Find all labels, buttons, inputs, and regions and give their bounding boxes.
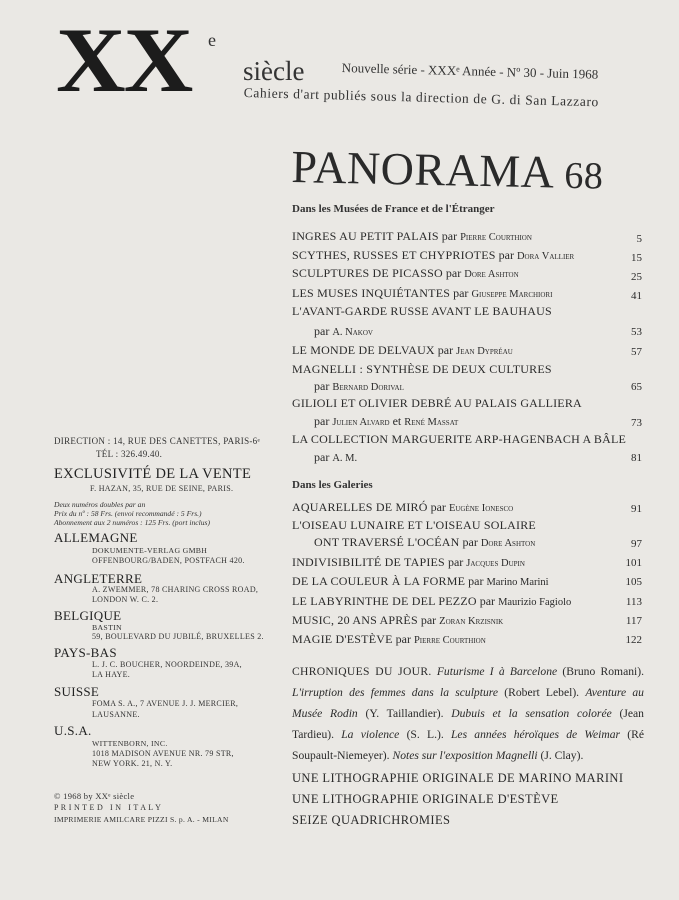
toc-entry: LA COLLECTION MARGUERITE ARP-HAGENBACH A BÂLE: [292, 432, 627, 446]
masthead-direction-line: Cahiers d'art publiés sous la direction de G. di San Lazzaro: [243, 85, 600, 110]
toc-entry: MAGIE D'ESTÈVE par Pierre Courthion 122: [292, 632, 642, 646]
page-number: 117: [625, 615, 642, 627]
toc-entry-cont: par A. Nakov 53: [314, 324, 642, 338]
toc-entry: LE LABYRINTHE DE DEL PEZZO par Maurizio Fagiolo 113: [292, 594, 642, 608]
toc-entry: DE LA COULEUR À LA FORME par Marino Marini 105: [292, 574, 642, 588]
country-address: NEW YORK. 21, N. Y.: [92, 759, 173, 768]
page-number: 81: [631, 452, 642, 464]
masthead-series-line: Nouvelle série - XXXᵉ Année - Nº 30 - Juin 1968: [341, 60, 599, 82]
direction-tel: TÉL : 326.49.40.: [96, 449, 163, 459]
country-name: ANGLETERRE: [54, 571, 143, 586]
toc-entry: LES MUSES INQUIÉTANTES par Giuseppe Marchiori 41: [292, 286, 642, 302]
country-name: PAYS-BAS: [54, 645, 117, 660]
page-number: 91: [631, 503, 642, 515]
page-number: 5: [636, 233, 642, 245]
toc-entry: SCYTHES, RUSSES ET CHYPRIOTES par Dora Vallier 15: [292, 248, 642, 264]
litho-line: UNE LITHOGRAPHIE ORIGINALE D'ESTÈVE: [292, 792, 559, 806]
toc-entry: INDIVISIBILITÉ DE TAPIES par Jacques Dupin 101: [292, 555, 642, 569]
page-number: 65: [631, 381, 642, 393]
country-address: DOKUMENTE-VERLAG GMBH: [92, 546, 208, 555]
page-number: 122: [625, 634, 642, 646]
litho-line: SEIZE QUADRICHROMIES: [292, 813, 451, 827]
page-number: 97: [631, 538, 642, 550]
page-number: 57: [631, 346, 642, 358]
toc-entry: GILIOLI ET OLIVIER DEBRÉ AU PALAIS GALLIERA: [292, 396, 582, 410]
printer: IMPRIMERIE AMILCARE PIZZI S. p. A. - MILAN: [54, 815, 229, 824]
page-number: 53: [631, 326, 642, 338]
toc-entry-cont: ONT TRAVERSÉ L'OCÉAN par Dore Ashton 97: [314, 535, 642, 550]
logo-xx: XX: [56, 9, 192, 111]
toc-entry-cont: par A. M. 81: [314, 450, 642, 464]
litho-line: UNE LITHOGRAPHIE ORIGINALE DE MARINO MARINI: [292, 771, 624, 785]
toc-entry-cont: par Julien Alvard et René Massat 73: [314, 414, 642, 429]
country-name: ALLEMAGNE: [54, 530, 138, 545]
chroniques-paragraph: CHRONIQUES DU JOUR. Futurisme I à Barcelone (Bruno Romani). L'irruption des femmes dans la sculpture (Robert Lebel). Aventure au Musée Rodin (Y. Taillandier). Dubuis et la sensation colorée (Jean Tardieu). La violence (S. L.). Les années héroïques de Weimar (Ré Soupault-Niemeyer). Notes sur l'exposition Magnelli (J. Clay).: [292, 665, 645, 762]
museums-heading: Dans les Musées de France et de l'Étranger: [292, 203, 495, 215]
subscription-note: Abonnement aux 2 numéros : 125 Frs. (port inclus): [54, 518, 211, 527]
printed-in-italy: P R I N T E D I N I T A L Y: [54, 803, 162, 812]
page-number: 41: [631, 290, 642, 302]
logo-superscript: e: [208, 30, 216, 50]
exclusivite-heading: EXCLUSIVITÉ DE LA VENTE: [54, 466, 252, 482]
country-address: WITTENBORN, INC.: [92, 739, 168, 748]
page-number: 105: [625, 576, 642, 588]
direction-address: DIRECTION : 14, RUE DES CANETTES, PARIS-6ᵉ: [54, 436, 261, 446]
country-address: 1018 MADISON AVENUE NR. 79 STR,: [92, 749, 234, 758]
logo-siecle: siècle: [243, 56, 305, 86]
toc-entry: L'AVANT-GARDE RUSSE AVANT LE BAUHAUS: [292, 304, 552, 318]
country-address: L. J. C. BOUCHER, NOORDEINDE, 39A,: [92, 660, 242, 669]
country-address: LA HAYE.: [92, 670, 131, 679]
country-address: OFFENBOURG/BADEN, POSTFACH 420.: [92, 556, 245, 565]
country-address: A. ZWEMMER, 78 CHARING CROSS ROAD,: [92, 585, 259, 594]
toc-entry: LE MONDE DE DELVAUX par Jean Dypréau 57: [292, 343, 642, 358]
country-name: SUISSE: [54, 684, 100, 699]
country-address: LONDON W. C. 2.: [92, 595, 159, 604]
toc-entry: L'OISEAU LUNAIRE ET L'OISEAU SOLAIRE: [292, 518, 536, 532]
country-name: BELGIQUE: [54, 608, 122, 623]
toc-entry: AQUARELLES DE MIRÓ par Eugène Ionesco 91: [292, 500, 642, 515]
country-address: 59, BOULEVARD DU JUBILÉ, BRUXELLES 2.: [92, 632, 264, 641]
toc-entry-cont: par Bernard Dorival 65: [314, 379, 642, 393]
galleries-heading: Dans les Galeries: [292, 479, 373, 491]
country-address: FOMA S. A., 7 AVENUE J. J. MERCIER,: [92, 699, 239, 708]
copyright: © 1968 by XXᵉ siècle: [54, 791, 135, 801]
country-name: U.S.A.: [54, 723, 92, 738]
title-number: 68: [563, 154, 604, 198]
page-number: 15: [631, 252, 642, 264]
title-text: PANORAMA: [290, 140, 555, 198]
toc-entry: INGRES AU PETIT PALAIS par Pierre Courthion 5: [292, 229, 642, 245]
toc-entry: SCULPTURES DE PICASSO par Dore Ashton 25: [292, 266, 642, 283]
page-number: 113: [625, 596, 642, 608]
hazan-address: F. HAZAN, 35, RUE DE SEINE, PARIS.: [90, 484, 234, 493]
page-title: [291, 140, 604, 200]
page-number: 101: [625, 557, 642, 569]
page-number: 25: [631, 271, 642, 283]
toc-entry: MAGNELLI : SYNTHÈSE DE DEUX CULTURES: [292, 362, 552, 376]
subscription-note: Deux numéros doubles par an: [54, 500, 146, 509]
toc-entry: MUSIC, 20 ANS APRÈS par Zoran Krzisnik 117: [292, 613, 642, 627]
country-address: LAUSANNE.: [92, 710, 140, 719]
page-number: 73: [631, 417, 642, 429]
country-address: BASTIN: [92, 623, 122, 632]
subscription-note: Prix du nº : 58 Frs. (envoi recommandé : 5 Frs.): [54, 509, 202, 518]
